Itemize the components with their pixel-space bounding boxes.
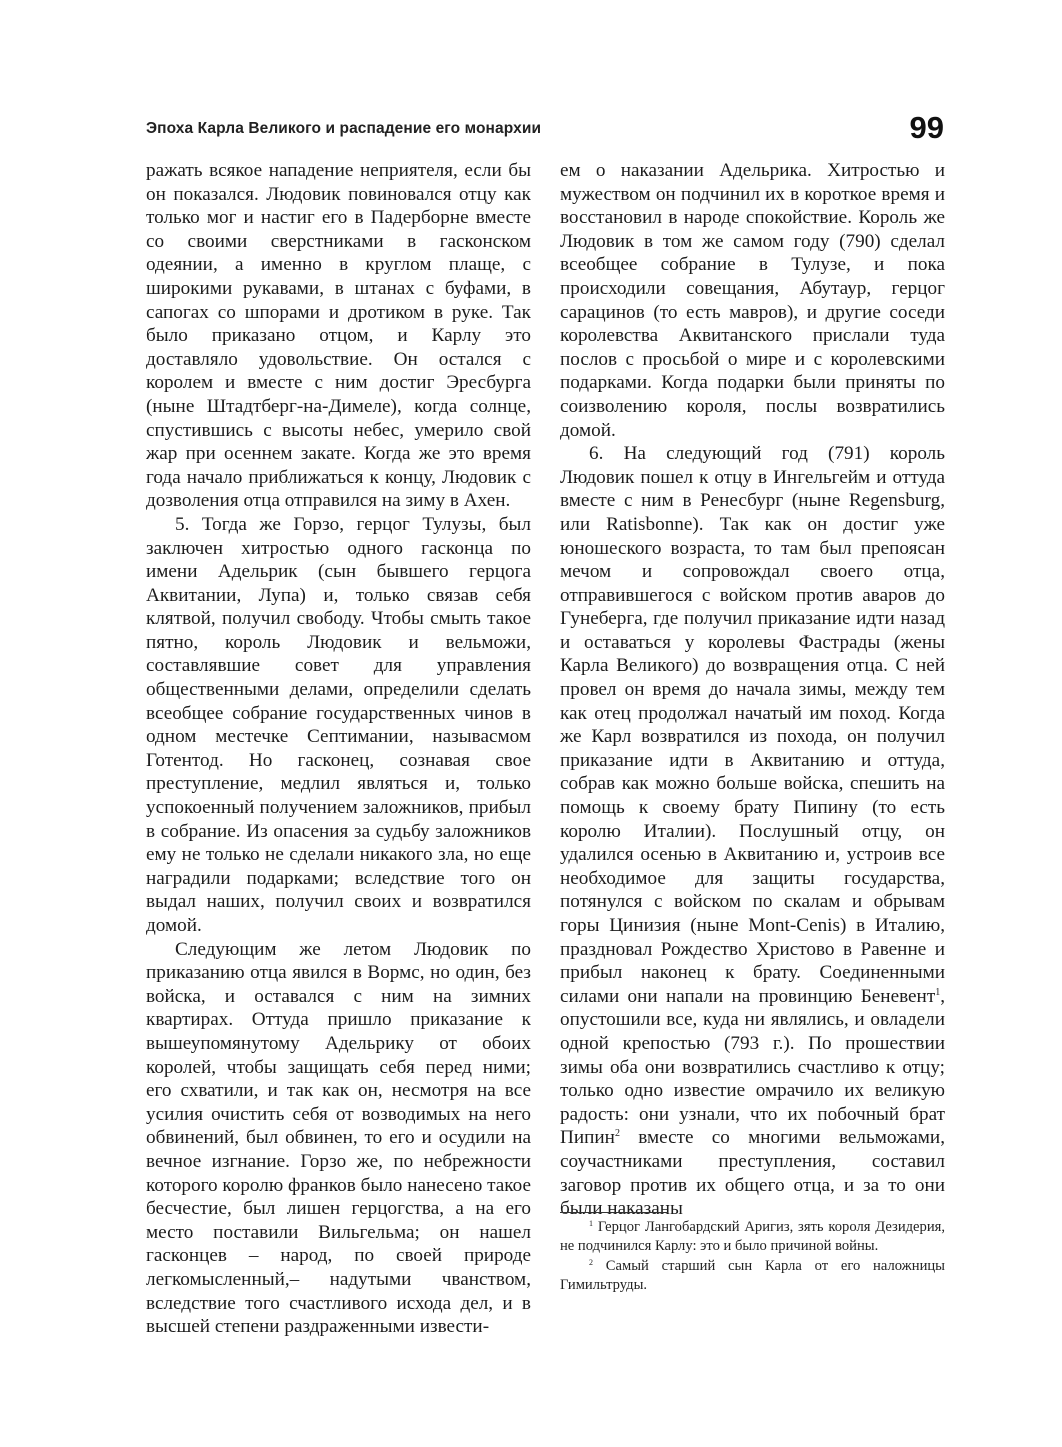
- paragraph: ражать всякое нападение неприятеля, если бы он показался. Людовик повиновался отцу как только мог и настиг его в Падерборне вместе со своими сверстниками в гасконском одеянии, а именно в круглом плаще, с широкими рукавами, в штанах с буфами, в сапогах со шпорами и дротиком в руке. Так было приказано отцом, и Карлу это доставляло удовольствие. Он остался с королем и вместе с ним достиг Эресбурга (ныне Штадтберг-на-Димеле), когда солнце, спустившись с высоты небес, умерило свой жар при осеннем закате. Когда же это время года начало приближаться к концу, Людовик с дозволения отца отправился на зиму в Ахен.: [146, 160, 531, 512]
- paragraph-text: вместе со многими вельможами, соучастниками преступления, составил заговор против их общего отца, и за то они были наказаны: [560, 1127, 945, 1220]
- running-title: Эпоха Карла Великого и распадение его монархии: [146, 120, 542, 137]
- footnote-2: [560, 1257, 945, 1296]
- paragraph-text: 6. На следующий год (791) король Людовик пошел к отцу в Ингельгейм и оттуда вместе с ним в Ренесбург (ныне Regensburg, или Ratisbonne). Так как он достиг уже юношеского возраста, то там был препоясан мечом и сопровождал своего отца, отправившегося с войском против аваров до Гунеберга, где получил приказание идти назад и оставаться у королевы Фастрады (жены Карла Великого) до возвращения отца. С ней провел он время до начала зимы, между тем как отец продолжал начатый им поход. Когда же Карл возвратился из похода, он получил приказание идти в Аквитанию и оттуда, собрав как можно больше войска, спешить на помощь к своему брату Пипину (то есть королю Италии). Послушный отцу, он удалился осенью в Аквитанию и, устроив все необходимое для защиты государства, потянулся с войском по скалам и обрывам горы Цинизия (ныне Mont-Cenis) в Италию, праздновал Рождество Христово в Равенне и прибыл наконец к брату. Соединенными силами они напали на провинцию Беневент: [560, 443, 945, 1007]
- footnote-1: [560, 1218, 945, 1257]
- footnote-text: Герцог Лангобардский Аригиз, зять короля Дезидерия, не подчинился Карлу: это и было причиной войны.: [560, 1219, 945, 1255]
- paragraph: Следующим же летом Людовик по приказанию отца явился в Вормс, но один, без войска, и оставался с ним на зимних квартирах. Оттуда пришло приказание к вышеупомянутому Адельрику от обоих королей, чтобы защищать себя перед ними; его схватили, и так как он, несмотря на все усилия очистить себя от возводимых на него обвинений, был обвинен, то его и осудили на вечное изгнание. Горзо же, по небрежности которого королю франков было нанесено такое бесчестие, был лишен герцогства, а на его место поставили Вильгельма; он нашел гасконцев – народ, по своей природе легкомысленный,– надутыми чванством, вследствие того счастливого исхода дел, и в высшей степени раздраженными извести-: [146, 938, 531, 1338]
- paragraph: [560, 442, 945, 1221]
- footnote-divider: [560, 1212, 668, 1213]
- footnote-ref-2[interactable]: 2: [614, 1128, 620, 1140]
- paragraph: ем о наказании Адельрика. Хитростью и мужеством он подчинил их в короткое время и восстановил в народе спокойствие. Король же Людовик в том же самом году (790) сделал всеобщее собрание в Тулузе, и пока происходили совещания, Абутаур, герцог сарацинов (то есть мавров), и другие соседи королевства Аквитанского прислали туда послов с просьбой о мире и с королевскими подарками. Когда подарки были приняты по соизволению короля, послы возвратились домой.: [560, 160, 945, 441]
- paragraph-text: , опустошили все, куда ни являлись, и овладели одной крепостью (793 г.). По прошествии зимы оба они возвратились счастливо к отцу; только одно известие омрачило их великую радость: они узнали, что их побочный брат Пипин: [560, 985, 945, 1149]
- running-head: [146, 110, 946, 150]
- footnotes: [560, 1218, 945, 1296]
- page-number: 99: [909, 110, 944, 145]
- right-column: [560, 159, 945, 1221]
- footnote-number: 1: [589, 1219, 593, 1228]
- paragraph: 5. Тогда же Горзо, герцог Тулузы, был заключен хитростью одного гасконца по имени Адельрик (сын бывшего герцога Аквитании, Лупа) и, только связав себя клятвой, получил свободу. Чтобы смыть такое пятно, король Людовик и вельможи, составлявшие совет для управления общественными делами, определили сделать всеобщее собрание государственных чинов в одном местечке Септимании, называсмом Готентод. Но гасконец, сознавая свое преступление, медлил являться и, только успокоенный получением заложников, прибыл в собрание. Из опасения за судьбу заложников ему не только не сделали никакого зла, но еще наградили подарками; вследствие того он выдал наших, получил своих и возвратился домой.: [146, 513, 531, 936]
- footnote-ref-1[interactable]: 1: [935, 986, 941, 998]
- left-column: [146, 159, 531, 1339]
- footnote-number: 2: [589, 1257, 593, 1267]
- footnote-text: Самый старший сын Карла от его наложницы Гимильтруды.: [560, 1257, 945, 1294]
